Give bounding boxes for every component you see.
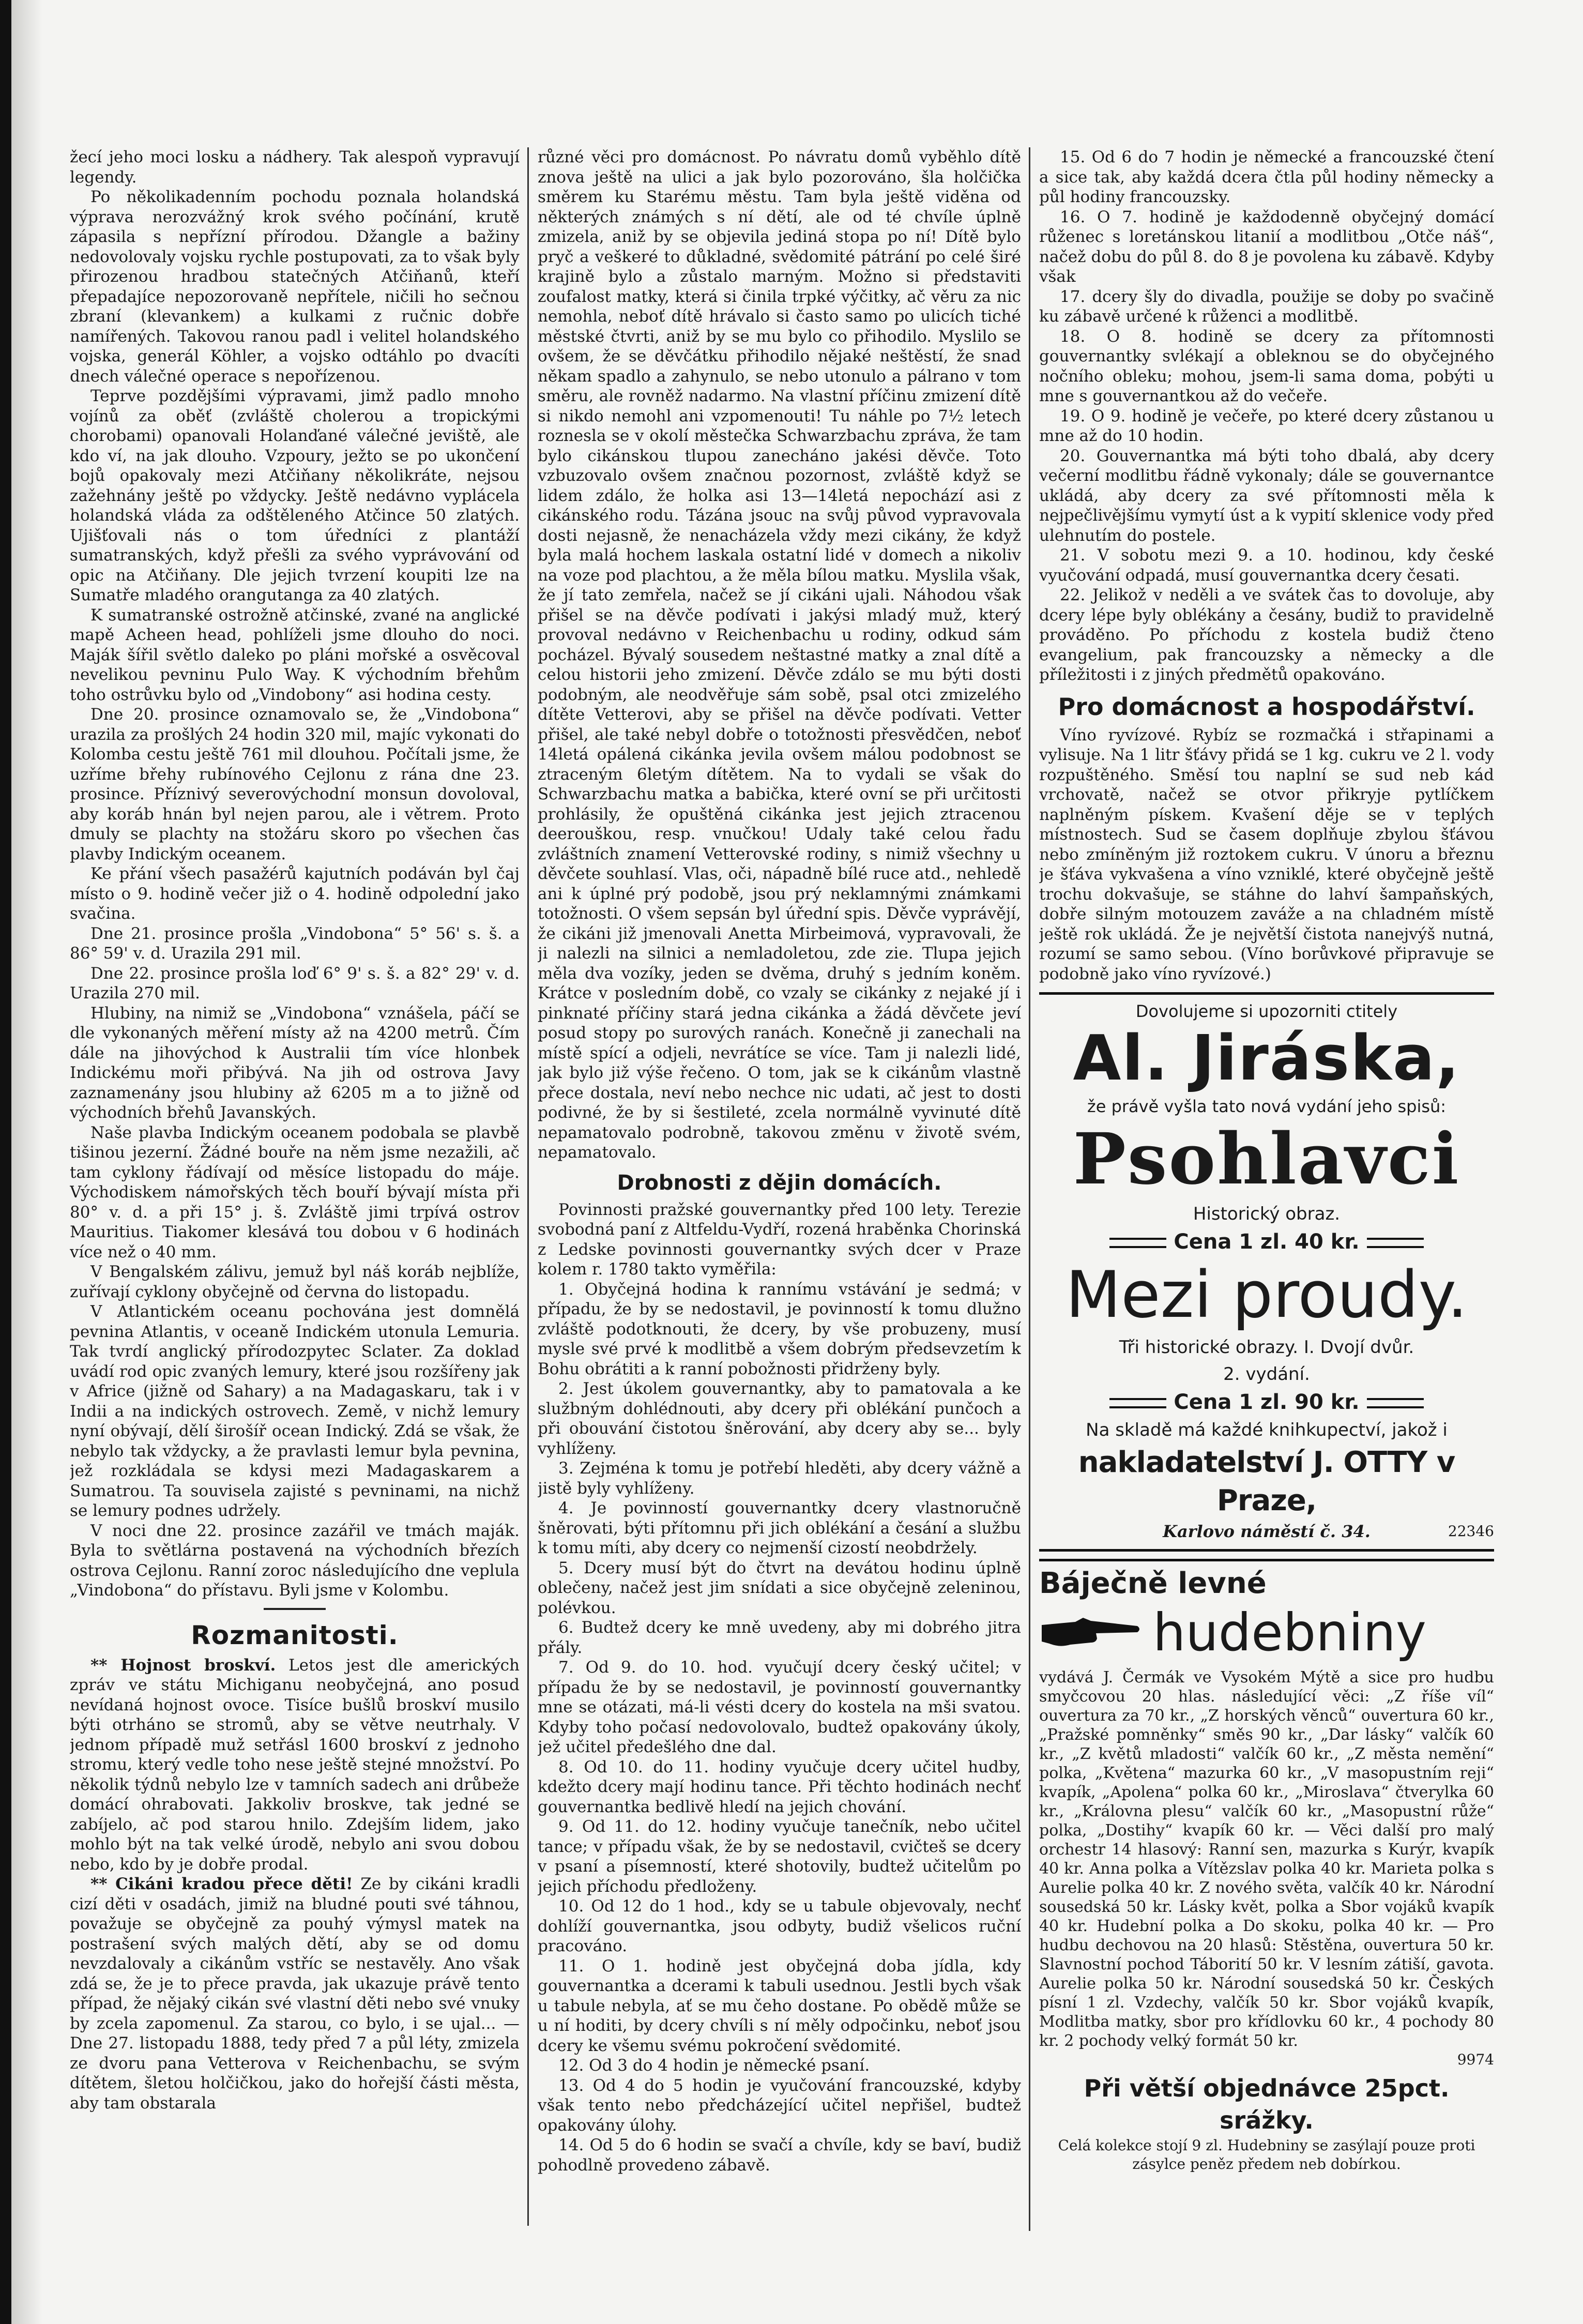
- article-paragraph: Dne 21. prosince prošla „Vindobona“ 5° 56' s. š. a 86° 59' v. d. Urazila 291 mil.: [70, 924, 520, 963]
- advert-hudebniny: [1039, 1559, 1494, 2174]
- ad-publisher: nakladatelství J. OTTY v Praze,: [1078, 1446, 1455, 1517]
- list-item: 6. Budtež dcery ke mně uvedeny, aby mi dobrého jitra přály.: [538, 1618, 1021, 1657]
- ad-price-text: Cena 1 zl. 40 kr.: [1174, 1230, 1360, 1254]
- column-rule-1: [527, 147, 529, 2226]
- item-lead: ** Hojnost broskví.: [90, 1655, 276, 1675]
- article-paragraph: K sumatranské ostrožně atčinské, zvané na anglické mapě Acheen head, pohlíželi jsme dlouho do noci. Maják šířil světlo daleko po pláni mořské a osvěcoval nevelikou pevninu Pulo Way. K východním břehům toho ostrůvku bylo od „Vindobony“ asi hodina cesty.: [70, 605, 520, 704]
- item-text: Ze by cikáni kradli cizí děti v osadách, jimiž na bludné pouti své táhnou, považuje se obyčejně za pouhý výmysl matek na postrašení svých malých dětí, aby se od domu nevzdalovaly a cikánům vstříc se nestavěly. Ano však zdá se, že je to přece pravda, jak ukazuje právě tento případ, že nějaký cikán své vlastní děti nebo své vnuky by zcela zapomenul. Za starou, co bylo, i se ujal... — Dne 27. listopadu 1888, tedy před 7 a půl léty, zmizela ze dvoru pana Vetterova v Reichenbachu, se svým dítětem, šletou holčičkou, jako do hořejší části města, aby tam obstarala: [70, 1875, 520, 2113]
- ad-intro: Dovolujeme si upozorniti ctitely: [1135, 1001, 1398, 1021]
- list-item: 13. Od 4 do 5 hodin je vyučování francouzské, kdyby však tento nebo předcházející učitel nepřišel, budtež opakovány úlohy.: [538, 2076, 1021, 2135]
- list-item: 19. O 9. hodině je večeře, po které dcery zůstanou u mne až do 10 hodin.: [1039, 406, 1494, 445]
- section-divider: [264, 1608, 326, 1610]
- article-paragraph: žecí jeho moci losku a nádhery. Tak alespoň vypravují legendy.: [70, 148, 520, 187]
- section-title-drobnosti: Drobnosti z dějin domácích.: [617, 1171, 942, 1195]
- list-item: 9. Od 11. do 12. hodiny vyučuje tanečník, nebo učitel tance; v případu však, že by se nedostavil, cvičteš se dcery v psaní a písemností, které shotovily, budtež učitelům po jejich příchodu předloženy.: [538, 1817, 1021, 1896]
- list-item: 17. dcery šly do divadla, použije se doby po svačině ku zábavě určené k růženci a modlitbě.: [1039, 287, 1494, 326]
- column-left: [70, 147, 520, 2226]
- ad-price: [1039, 1388, 1494, 1417]
- column-rule-2: [1029, 147, 1030, 2231]
- price-bar-left: [1109, 1398, 1166, 1408]
- page-dark-edge: [0, 0, 11, 2324]
- section-title-rozmanitosti: Rozmanitosti.: [191, 1620, 399, 1650]
- article-paragraph: Ke přání všech pasažérů kajutních podáván byl čaj místo o 9. hodině večer již o 4. hodině odpolední jako svačina.: [70, 864, 520, 923]
- ad-line: že právě vyšla tato nová vydání jeho spisů:: [1087, 1097, 1447, 1116]
- list-item: 20. Gouvernantka má býti toho dbalá, aby dcery večerní modlitbu řádně vykonaly; dále se gouvernantce ukládá, aby dcery za své přítomnosti měla k nejpečlivějšímu vymytí úst a k vypití sklenice vody před ulehnutím do postele.: [1039, 446, 1494, 545]
- list-item: 11. O 1. hodině jest obyčejná doba jídla, kdy gouvernantka a dcerami k tabuli usednou. Jestli bych však u tabule nebyla, ať se mu čeho dostane. Po obědě může se u ní hoditi, by dcery chvíli s ní měly odpočinku, neboť jsou dcery ke všemu svému pokročení svědomité.: [538, 1956, 1021, 2055]
- article-paragraph: Naše plavba Indickým oceanem podobala se plavbě tišinou jezerní. Žádné bouře na něm jsme nezažili, ač tam cyklony řádívají od měsíce listopadu do máje. Východiskem námořských těch bouří bývají místa při 80° v. d. a při 15° j. š. Zvláště jimi trpívá ostrov Mauritius. Tiakomer klesává tou dobou v 6 hodinách více než o 40 mm.: [70, 1123, 520, 1262]
- ad2-banner: [1039, 1602, 1494, 1664]
- price-bar-right: [1367, 1238, 1424, 1248]
- list-item: 3. Zejména k tomu je potřebí hleděti, aby dcery vážně a jistě byly vyhlíženy.: [538, 1459, 1021, 1498]
- list-item: 4. Je povinností gouvernantky dcery vlastnoručně šněrovati, býti přítomnu při jich oblékání a česání a službu k tomu míti, aby dcery co nejmenší cizostí neobdržely.: [538, 1499, 1021, 1557]
- article-paragraph: Hlubiny, na nimiž se „Vindobona“ vznášela, páčí se dle vykonaných měření místy až na 4200 metrů. Čím dále na jihovýchod k Australii tím více hlonbek Indickému moři přibývá. Na jih od ostrova Javy zaznamenány jsou hlubiny až 6205 m a to jižně od východních břehů Javanských.: [70, 1004, 520, 1122]
- ad2-code: 9974: [1457, 2051, 1494, 2068]
- section-title-domacnost: Pro domácnost a hospodářství.: [1058, 692, 1475, 721]
- list-item: 18. O 8. hodině se dcery za přítomnosti gouvernantky svlékají a obleknou se do obyčejného nočního obleku; mohou, jsem-li sama doma, pobýti u mne s gouvernantkou až do večeře.: [1039, 327, 1494, 405]
- ad-price: [1039, 1227, 1494, 1256]
- ad2-big-word: hudebniny: [1153, 1602, 1426, 1663]
- ad-genre: Historický obraz.: [1193, 1204, 1341, 1224]
- ad-address-text: Karlovo náměstí č. 34.: [1163, 1522, 1371, 1541]
- list-item: 12. Od 3 do 4 hodin je německé psaní.: [558, 2056, 870, 2075]
- article-paragraph: Dne 22. prosince prošla loď 6° 9' s. š. a 82° 29' v. d. Urazila 270 mil.: [70, 964, 520, 1002]
- list-item: 5. Dcery musí být do čtvrt na devátou hodinu úplně oblečeny, načež jest jim snídati a sice obyčejně zeleninou, polévkou.: [538, 1558, 1021, 1617]
- column-middle: [538, 147, 1021, 2231]
- price-bar-left: [1109, 1238, 1166, 1248]
- ad-author: Al. Jiráska,: [1073, 1023, 1460, 1095]
- article-paragraph: V Atlantickém oceanu pochována jest domnělá pevnina Atlantis, v oceaně Indickém utonula Lemuria. Tak tvrdí anglický přírodozpytec Sclater. Za doklad uvádí rod opic zvaných lemury, které jsou rozšířeny jak v Africe (jižně od Sahary) a na Madagaskaru, tak i v Indii a na indických ostrovech. Země, v nichž lemury nyní obývají, dělí širošíř ocean Indický. Zdá se však, že nebylo tak vždycky, a že pravlasti lemur byla pevnina, jež rozkládala se kdysi mezi Madagaskarem a Sumatrou. Ta souvisela zajisté s pevninami, na nichž se lemury podnes udržely.: [70, 1302, 520, 1520]
- item-lead: ** Cikáni kradou přece děti!: [90, 1875, 353, 1893]
- list-item: 22. Jelikož v neděli a ve svátek čas to dovoluje, aby dcery lépe byly oblékány a česány, budiž to pravidelně prováděno. Po příchodu z kostela budiž čteno evangelium, pak francouzsky a německy a dle příležitosti i z jiných předmětů opakováno.: [1039, 586, 1494, 684]
- article-paragraph: Teprve pozdějšími výpravami, jimž padlo mnoho vojínů za oběť (zvláště cholerou a tropickými chorobami) opanovali Holanďané válečné jeviště, ale kdo ví, na jak dlouho. Vzpoury, ježto se po ukončení bojů opakovaly mezi Atčiňany několikráte, nejsou zažehnány ještě po vždycky. Ještě nedávno vyplácela holandská vláda za odštěleného Atčince 50 zlatých. Ujišťovali nás o tom úředníci z plantáží sumatranských, když přešli za svého vyprávování od opic na Atčiňany. Dle jejich tvrzení koupiti lze na Sumatře mladého orangutanga za 40 zlatých.: [70, 387, 520, 604]
- ad2-footer: Celá kolekce stojí 9 zl. Hudebniny se zasýlají pouze proti zásylce peněz předem neb dobírkou.: [1058, 2137, 1475, 2173]
- pointing-hand-icon: [1039, 1615, 1143, 1651]
- list-item: 8. Od 10. do 11. hodiny vyučuje dcery učitel hudby, kdežto dcery mají hodinu tance. Při těchto hodinách nechť gouvernantka bedlivě hledí na jejich chování.: [538, 1757, 1021, 1816]
- item-text: Letos jest dle amerických zpráv ve státu Michiganu neobyčejná, ano posud nevídaná hojnost ovoce. Tisíce bušlů broskví musilo býti otrháno se stromů, aby se větve neutrhaly. V jednom případě muž setřásl 1600 broskví z jednoho stromu, který vedle toho nese ještě stejné množství. Po několik týdnů nebylo lze v tamních sadech ani drůbeže domácí ohrabovati. Jakkoliv broskve, tak jedné se zabíjelo, ač pod starou hnilo. Zdejším lidem, jako mohlo být na tak velké úrodě, nebylo ani svou dobou nebo, kdo by je dobře prodal.: [70, 1655, 520, 1874]
- ad-code: 22346: [1448, 1523, 1494, 1540]
- list-item: 21. V sobotu mezi 9. a 10. hodinou, kdy české vyučování odpadá, musí gouvernantka dcery česati.: [1039, 546, 1494, 585]
- article-paragraph: V noci dne 22. prosince zazářil ve tmách maják. Byla to světlárna postavená na východních březích ostrova Cejlonu. Ranní zoroc následujícího dne veplula „Vindobona“ do přístavu. Byli jsme v Kolombu.: [70, 1521, 520, 1600]
- ad-stock: Na skladě má každé knihkupectví, jakož i: [1086, 1420, 1448, 1440]
- list-item: 15. Od 6 do 7 hodin je německé a francouzské čtení a sice tak, aby každá dcera čtla půl hodiny německy a půl hodiny francouzsky.: [1039, 148, 1494, 206]
- article-paragraph: Dne 20. prosince oznamovalo se, že „Vindobona“ urazila za prošlých 24 hodin 320 mil, majíc vykonati do Kolomba cestu ještě 761 mil dlouhou. Počítali jsme, že uzříme břehy rubínového Cejlonu z rána dne 23. prosince. Příznivý severovýchodní monsun dovoloval, aby koráb hnán byl nejen parou, ale i větrem. Proto dmuly se plachty na stožáru skoro po všechen čas plavby Indickým oceanem.: [70, 705, 520, 863]
- list-item: 1. Obyčejná hodina k rannímu vstávání je sedmá; v případu, že by se nedostavil, je povinností k tomu dlužno zvláště podotknouti, že dcery, by vše probuzeny, musí mysle své prvé k modlitbě a všem dobrým předsevzetím k Bohu obrátiti a k ranní pobožnosti přidrženy byly.: [538, 1280, 1021, 1378]
- list-item: 16. O 7. hodině je každodenně obyčejný domácí růženec s loretánskou litanií a modlitbou „Otče náš“, načež dobu do půl 8. do 8 je povolena ku zábavě. Kdyby však: [1039, 207, 1494, 286]
- page-fold-shadow: [11, 0, 42, 2324]
- list-item: 14. Od 5 do 6 hodin se svačí a chvíle, kdy se baví, budiž pohodlně provedeno zábavě.: [538, 2136, 1021, 2175]
- ad-title-psohlavci: Psohlavci: [1073, 1118, 1460, 1201]
- list-item: 2. Jest úkolem gouvernantky, aby to pamatovala a ke službným dohlédnouti, aby dcery při oblékání punčoch a při obouvání čistotou šněrování, aby dcery aby se... byly vyhlíženy.: [538, 1379, 1021, 1458]
- article-paragraph: V Bengalském zálivu, jemuž byl náš koráb nejblíže, zuřívají cyklony obyčejně od června do listopadu.: [70, 1263, 520, 1301]
- domacnost-text: Víno ryvízové. Rybíz se rozmačká i střapinami a vylisuje. Na 1 litr šťávy přidá se 1 kg. cukru ve 2 l. vody rozpuštěného. Směsí tou naplní se sud neb kád vrchovatě, načež se otvor přikryje pytlíčkem naplněným pískem. Kvašení děje se v teplých místnostech. Sud se časem doplňuje zbylou šťávou nebo zmíněným již roztokem cukru. V únoru a březnu je šťáva vykvašena a víno vzniklé, které obyčejně ještě trochu dokvašuje, se stáhne do lahví šampaňských, dobře silným motouzem zaváže a na chladném místě ještě rok ukládá. Že je největší čistota nanejvýš nutná, rozumí se samo sebou. (Víno borůvkové připravuje se podobně jako víno ryvízové.): [1039, 725, 1494, 983]
- ad-title-mezi-proudy: Mezi proudy.: [1066, 1258, 1468, 1332]
- ad-edition: 2. vydání.: [1223, 1364, 1310, 1385]
- advert-jirasek: [1039, 992, 1494, 1552]
- ad2-discount: Při větší objednávce 25pct. srážky.: [1084, 2074, 1450, 2134]
- ad-price-text: Cena 1 zl. 90 kr.: [1174, 1390, 1360, 1414]
- article-paragraph: Po několikadenním pochodu poznala holandská výprava nerozvážný krok svého počínání, krutě zápasila s nepřízní přírodou. Džangle a bažiny nedovolovaly vojsku rychle postupovati, za to však byly přirozenou hradbou statečných Atčiňanů, kteří přepadajíce nepozorovaně nepřítele, ničili ho sečnou zbraní (klevankem) a kulkami z ručnic dobře namířených. Takovou ranou padl i velitel holandského vojska, generál Köhler, a vojsko odtáhlo po dvacíti dnech válečné operace s nepořízenou.: [70, 188, 520, 386]
- ad-address: [1039, 1520, 1494, 1543]
- ad-genre: Tři historické obrazy. I. Dvojí dvůr.: [1119, 1337, 1414, 1358]
- drobnosti-intro: Povinnosti pražské gouvernantky před 100 lety. Terezie svobodná paní z Altfeldu-Vydří, rozená hraběnka Chorinská z Ledske povinnosti gouvernantky svých dcer v Praze kolem r. 1780 takto vyměřila:: [538, 1200, 1021, 1279]
- list-item: 7. Od 9. do 10. hod. vyučují dcery český učitel; v případu že by se nedostavil, je povinností gouvernantky mne se otázati, má-li vésti dcery do kostela na mši svatou. Kdyby toho počasí nedovolovalo, budtež opakovány úkoly, jež učitel předešlého dne dal.: [538, 1658, 1021, 1756]
- ad2-headline: Báječně levné: [1039, 1567, 1267, 1600]
- list-item: 10. Od 12 do 1 hod., kdy se u tabule objevovaly, nechť dohlíží gouvernantka, jsou odbyty, budiž všelicos ruční pracováno.: [538, 1897, 1021, 1955]
- column-right: [1039, 147, 1494, 2236]
- price-bar-right: [1367, 1398, 1424, 1408]
- article-paragraph: různé věci pro domácnost. Po návratu domů vyběhlo dítě znova ještě na ulici a jak bylo pozorováno, šla holčička směrem ku Starému městu. Tam byla ještě viděna od některých známých s ní dětí, ale od té chvíle úplně zmizela, aniž by se objevila jediná stopa po ní! Dítě bylo pryč a veškeré to důkladné, svědomité pátrání po celé širé krajině bylo a zůstalo marným. Možno si představiti zoufalost matky, která si činila trpké výčitky, ač věru za nic nemohla, neboť dítě hrávalo si často samo po ulicích tiché městské čtvrti, aniž by se mu bylo co přihodilo. Myslilo se ovšem, že se děvčátku přihodilo nějaké neštěstí, že snad někam spadlo a zahynulo, se nebo utonulo a pálrano v tom směru, ale rovněž nadarmo. Na vlastní příčinu zmizení dítě si nikdo nemohl ani vzpomenouti! Tu náhle po 7½ letech roznesla se v okolí městečka Schwarzbachu zpráva, že tam bylo cikánskou tlupou zanecháno jakési děvče. Toto vzbuzovalo ovšem značnou pozornost, zvláště když se lidem zdálo, že holka asi 13—14letá nepochází asi z cikánského rodu. Tázána jsouc na svůj původ vypravovala dosti nejasně, že nenacházela vždy mezi cikány, že když byla malá hochem laskala ostatní lidé v domech a nikoliv na voze pod plachtou, a že měla bílou matku. Myslila však, že jí tato zemřela, načež se jí cikáni ujali. Náhodou však přišel se na děvče podívati i jakýsi mladý muž, který provoval nedávno v Reichenbachu u rodiny, odkud sám pocházel. Bývalý sousedem neštastné matky a znal dítě a celou historii jeho zmizení. Děvče zdálo se mu býti dosti podobným, ale neodvěřuje sám sobě, psal otci zmizelého dítěte Vetterovi, aby se přišel na děvče podívati. Vetter přišel, ale také nebyl dobře o totožnosti přesvědčen, neboť 14letá opálená cikánka jevila ovšem málou podobnost se ztraceným 6letým dítětem. Na to vydali se však do Schwarzbachu matka a babička, které ovní se při určitosti prohlásily, že opuštěná cikánka jest jejich ztracenou deerouškou, resp. vnučkou! Udaly také celou řadu zvláštních znamení Vetterovské rodiny, s nimiž všechny u děvčete souhlasí. Vlas, oči, nápadně bílé ruce atd., nehledě ani k úplné prý podobě, jsou prý neklamnými známkami totožnosti. O všem sepsán byl úřední spis. Děvče vyprávějí, že cikáni již jmenovali Anetta Mirbeimová, vypravovali, že ji nalezli na silnici a nemladoletou, zde zie. Tlupa jejich měla dva vozíky, jeden se dvěma, druhý s jedním koněm. Krátce v posledním době, co vzaly se cikánky z nejaké jí i pinknaté příčiny stará jedna cikánka a žádá děvčete jeví posud stopy po surových ranách. Konečně ji zanechali na místě spící a odjeli, nevrátíce se více. Tam ji nalezli lidé, jak bylo již výše řečeno. O tom, jak se k cikánům vlastně přece dostala, neví nebo nechce nic udati, ač jest to dosti podivné, že by si šestileté, zcela normálně vyvinuté dítě nepamatovalo podrobně, takovou změnu v životě svém, nepamatovalo.: [538, 148, 1021, 1162]
- ad2-body: vydává J. Čermák ve Vysokém Mýtě a sice pro hudbu smyčcovou 20 hlas. následující věci: „Z říše víl“ ouvertura za 70 kr., „Z horských věnců“ ouvertura 60 kr., „Pražské pomněnky“ směs 90 kr., „Dar lásky“ valčík 60 kr., „Z květů mladosti“ valčík 60 kr., „Z města nemění“ polka, „Květena“ mazurka 60 kr., „V masopustním reji“ kvapík, „Apolena“ polka 60 kr., „Miroslava“ čtverylka 60 kr., „Královna plesu“ valčík 60 kr., „Masopustní růže“ polka, „Dostihy“ kvapík 60 kr. — Věci další pro malý orchestr 14 hlasový: Ranní sen, mazurka s Kurýr, kvapík 40 kr. Anna polka a Vítězslav polka 40 kr. Marieta polka s Aurelie polka 40 kr. Z nového světa, valčík 40 kr. Národní sousedská 50 kr. Lásky květ, polka a Sbor vojáků kvapík 40 kr. Hudební polka a Do skoku, polka 40 kr. — Pro hudbu dechovou na 20 hlasů: Stěstěna, ouvertura 50 kr. Slavnostní pochod Táborití 50 kr. V lesním zátiší, gavota. Aurelie polka 50 kr. Národní sousedská 50 kr. Českých písní 1 zl. Vzdechy, valčík 50 kr. Sbor vojáků kvapík, Modlitba matky, sbor pro křídlovku 60 kr., 4 pochody 80 kr. 2 pochody velký formát 50 kr.: [1039, 1668, 1494, 2050]
